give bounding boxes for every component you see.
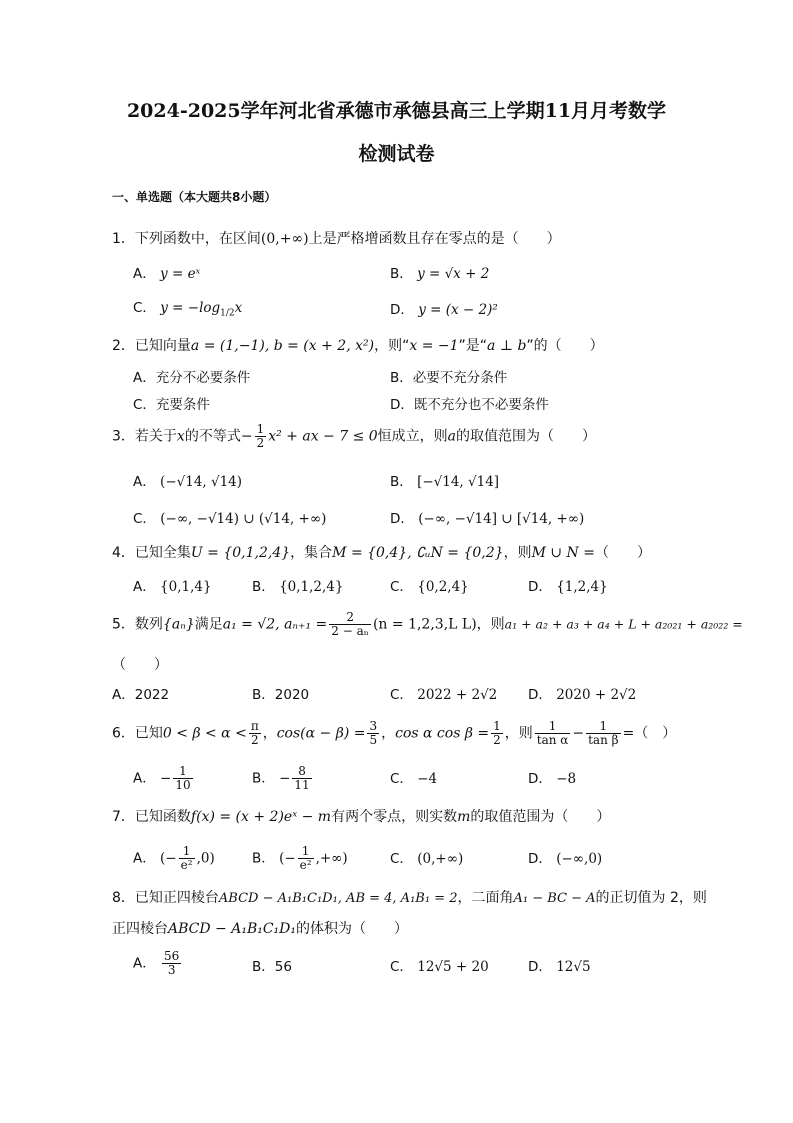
q5-option-a: A．2022: [112, 687, 170, 703]
exam-title-line1: 2024-2025学年河北省承德市承德县高三上学期11月月考数学: [126, 100, 667, 122]
q4-option-a: A． {0,1,4}: [133, 579, 212, 595]
exam-title-line2: 检测试卷: [358, 143, 435, 165]
q6-option-c: C． −4: [390, 771, 438, 787]
question-6: 6．已知0 < β < α < $\frac{\pi}{2}$ ，cos(α − β) = $\frac{3}{5}$ ，cos α cos β = $\frac{1}{2}$ ，则 $\frac{1}{\text{tan α}}$ − $\frac{1}{\text{tan β}}$ =（ ）: [112, 719, 677, 747]
q8-option-a: A． $\frac{56}{3}$: [133, 949, 180, 977]
question-2: 2．已知向量a = (1,−1), b = (x + 2, x²)，则“x = −1”是“a ⊥ b”的（ ）: [112, 338, 604, 354]
q7-option-d: D． (−∞,0): [528, 851, 603, 867]
question-4: 4．已知全集U = {0,1,2,4}，集合M = {0,4}, ∁ᵤN = {0,2}，则M ∪ N =（ ）: [112, 545, 651, 561]
q8-option-d: D． 12√5: [528, 959, 591, 975]
question-8-line1: 8．已知正四棱台ABCD − A₁B₁C₁D₁, AB = 4, A₁B₁ = 2，二面角A₁ − BC − A的正切值为 2，则: [112, 890, 707, 906]
q6-option-b: B． − $\frac{8}{11}$: [252, 764, 310, 792]
q2-option-a: A．充分不必要条件: [133, 370, 251, 386]
q7-option-a: A． (− $\frac{1}{\text{e²}}$ ,0): [133, 844, 215, 872]
q1-option-a: A． y = eˣ: [133, 266, 201, 282]
q5-option-d: D． 2020 + 2√2: [528, 687, 637, 703]
q6-option-a: A． − $\frac{1}{10}$: [133, 764, 191, 792]
q1-option-c: C． $y = -\log_{1/2}x$: [133, 300, 243, 319]
q1-option-d: D． y = (x − 2)²: [390, 302, 498, 318]
question-5: 5．数列{aₙ}满足a₁ = √2, aₙ₊₁ = $\frac{2}{\text{2 − aₙ}}$ (n = 1,2,3,L L)，则a₁ + a₂ + a₃ + a₄ + L + a₂₀₂₁ + a₂₀₂₂ =: [112, 610, 743, 638]
q5-option-b: B．2020: [252, 687, 310, 703]
question-3: 3．若关于x的不等式− $\frac{1}{2}$ x² + ax − 7 ≤ 0恒成立，则a的取值范围为（ ）: [112, 422, 597, 450]
q3-option-d: D． (−∞, −√14] ∪ [√14, +∞): [390, 511, 585, 527]
q8-option-b: B．56: [252, 959, 292, 975]
q4-option-c: C． {0,2,4}: [390, 579, 469, 595]
q8-option-c: C． 12√5 + 20: [390, 959, 489, 975]
q2-option-b: B．必要不充分条件: [390, 370, 508, 386]
q3-option-a: A． (−√14, √14): [133, 474, 243, 490]
question-1: 1．下列函数中，在区间(0,+∞)上是严格增函数且存在零点的是（ ）: [112, 231, 561, 247]
q4-option-b: B． {0,1,2,4}: [252, 579, 344, 595]
question-5-paren: （ ）: [112, 657, 168, 673]
section-heading: 一、单选题（本大题共8小题）: [112, 190, 277, 204]
q5-option-c: C． 2022 + 2√2: [390, 687, 498, 703]
q7-option-c: C． (0,+∞): [390, 851, 464, 867]
q2-option-c: C．充要条件: [133, 397, 210, 413]
q2-option-d: D．既不充分也不必要条件: [390, 397, 549, 413]
q3-option-b: B． [−√14, √14]: [390, 474, 500, 490]
q6-option-d: D． −8: [528, 771, 577, 787]
question-8-line2: 正四棱台ABCD − A₁B₁C₁D₁的体积为（ ）: [112, 921, 409, 937]
q3-option-c: C． (−∞, −√14) ∪ (√14, +∞): [133, 511, 327, 527]
q7-option-b: B． (− $\frac{1}{\text{e²}}$ ,+∞): [252, 844, 348, 872]
q4-option-d: D． {1,2,4}: [528, 579, 608, 595]
q1-option-b: B． y = √x + 2: [390, 266, 490, 282]
question-7: 7．已知函数f(x) = (x + 2)eˣ − m有两个零点，则实数m的取值范围为（ ）: [112, 809, 611, 825]
